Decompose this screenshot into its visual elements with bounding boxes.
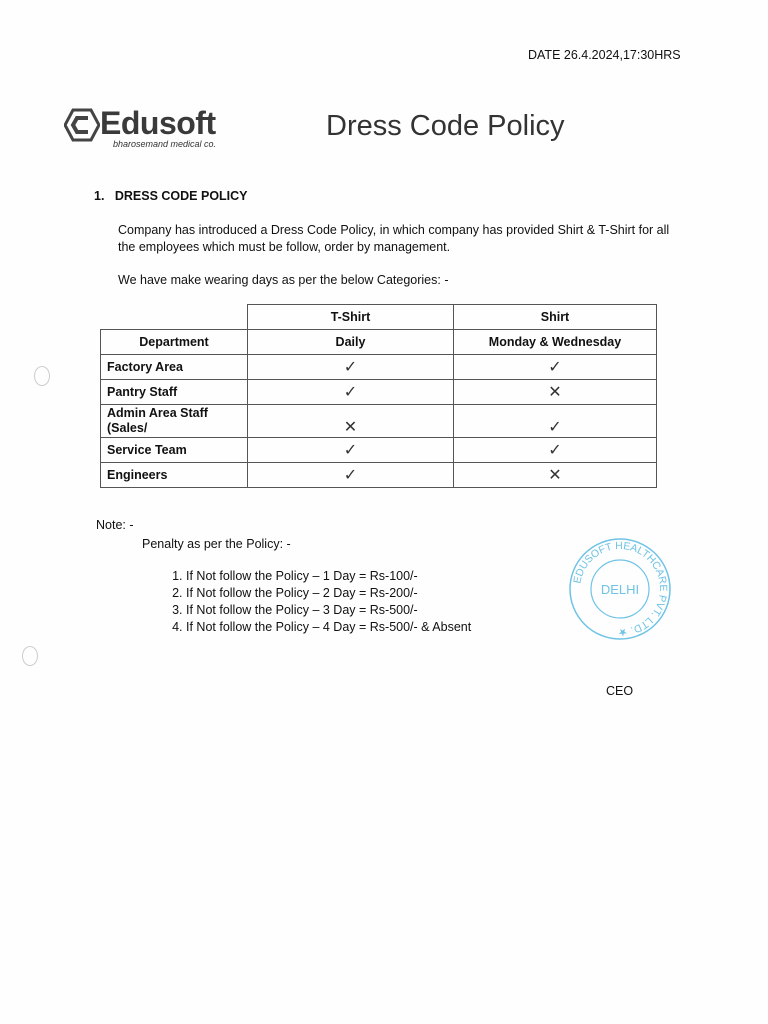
punch-hole [22, 646, 38, 666]
table-header-row [101, 305, 657, 330]
department-cell: Admin Area Staff (Sales/ [101, 405, 248, 438]
intro-paragraph: Company has introduced a Dress Code Policy, in which company has provided Shirt & T-Shirt for all the employees which must be follow, order by management. [118, 223, 670, 254]
tshirt-cell: ✓ [248, 355, 454, 380]
tshirt-cell: ✓ [248, 438, 454, 463]
section-heading [94, 189, 248, 203]
svg-text:DELHI: DELHI [600, 582, 640, 597]
penalty-item: 2. If Not follow the Policy – 2 Day = Rs-200/- [186, 585, 471, 602]
shirt-cell: ✓ [454, 355, 657, 380]
department-cell: Engineers [101, 463, 248, 488]
header-shirt: Shirt [454, 305, 657, 330]
shirt-cell: ✕ [454, 380, 657, 405]
company-stamp [568, 537, 672, 641]
svg-text:EDUSOFT HEALTHCARE PVT. LTD. ★: EDUSOFT HEALTHCARE PVT. LTD. ★ [571, 539, 670, 639]
shirt-cell: ✓ [454, 405, 657, 438]
department-cell: Service Team [101, 438, 248, 463]
table-row [101, 463, 657, 488]
shirt-cell: ✕ [454, 463, 657, 488]
header-department: Department [101, 330, 248, 355]
tshirt-cell: ✕ [248, 405, 454, 438]
header-shirt-days: Monday & Wednesday [454, 330, 657, 355]
department-cell: Factory Area [101, 355, 248, 380]
header-tshirt: T-Shirt [248, 305, 454, 330]
penalty-item: 4. If Not follow the Policy – 4 Day = Rs-500/- & Absent [186, 619, 471, 636]
dress-code-table [100, 304, 657, 488]
logo-icon [64, 108, 100, 142]
note-label: Note: - [96, 518, 134, 532]
table-header-row [101, 330, 657, 355]
penalty-intro: Penalty as per the Policy: - [142, 537, 291, 551]
punch-hole [34, 366, 50, 386]
shirt-cell: ✓ [454, 438, 657, 463]
date-stamp: DATE 26.4.2024,17:30HRS [528, 48, 681, 62]
section-number: 1. [94, 189, 105, 203]
table-row [101, 405, 657, 438]
table-row [101, 438, 657, 463]
table-row [101, 380, 657, 405]
header-tshirt-days: Daily [248, 330, 454, 355]
categories-paragraph: We have make wearing days as per the below Categories: - [118, 273, 449, 287]
signatory-title: CEO [606, 684, 634, 698]
department-cell: Pantry Staff [101, 380, 248, 405]
logo-tagline: bharosemand medical co. [113, 139, 217, 149]
tshirt-cell: ✓ [248, 463, 454, 488]
table-row [101, 355, 657, 380]
penalty-item: 3. If Not follow the Policy – 3 Day = Rs-500/- [186, 602, 471, 619]
penalty-list [146, 568, 471, 636]
page-title: Dress Code Policy [326, 110, 565, 142]
penalty-item: 1. If Not follow the Policy – 1 Day = Rs-100/- [186, 568, 471, 585]
tshirt-cell: ✓ [248, 380, 454, 405]
section-title: DRESS CODE POLICY [114, 189, 248, 203]
logo-name: Edusoft [100, 105, 216, 141]
